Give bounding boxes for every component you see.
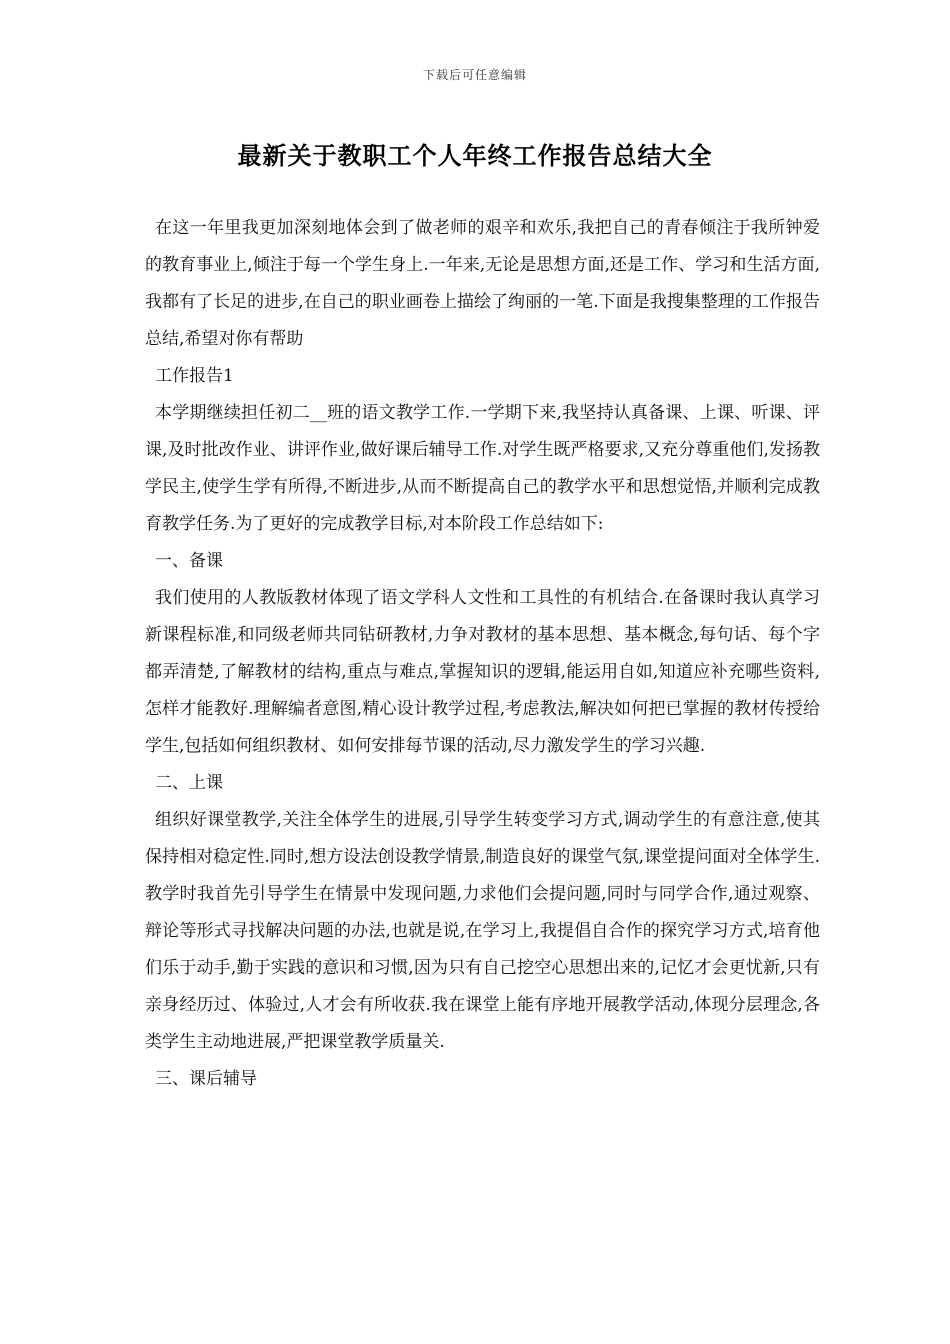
section-heading-class: 二、上课 xyxy=(155,773,223,793)
lesson-prep-paragraph: 我们使用的人教版教材体现了语文学科人文性和工具性的有机结合.在备课时我认真学习新课程标准,和同级老师共同钻研教材,力争对教材的基本思想、基本概念,每句话、每个字都弄清楚,了解教材的结构,重点与难点,掌握知识的逻辑,能运用自如,知道应补充哪些资料,怎样才能教好.理解编者意图,精心设计教学过程,考虑教法,解决如何把已掌握的教材传授给学生,包括如何组织教材、如何安排每节课的活动,尽力激发学生的学习兴趣. xyxy=(145,588,820,756)
section-heading-report-1: 工作报告1 xyxy=(155,366,234,386)
page-header: 下载后可任意编辑 xyxy=(422,68,527,82)
document-title: 最新关于教职工个人年终工作报告总结大全 xyxy=(237,141,713,170)
section-heading-tutoring: 三、课后辅导 xyxy=(155,1069,257,1089)
document-body xyxy=(145,210,820,1098)
report-intro-paragraph: 本学期继续担任初二__班的语文教学工作.一学期下来,我坚持认真备课、上课、听课、评课,及时批改作业、讲评作业,做好课后辅导工作.对学生既严格要求,又充分尊重他们,发扬教学民主,使学生学有所得,不断进步,从而不断提高自己的教学水平和思想觉悟,并顺利完成教育教学任务.为了更好的完成教学目标,对本阶段工作总结如下: xyxy=(145,403,820,534)
class-paragraph: 组织好课堂教学,关注全体学生的进展,引导学生转变学习方式,调动学生的有意注意,使其保持相对稳定性.同时,想方设法创设教学情景,制造良好的课堂气氛,课堂提问面对全体学生.教学时我首先引导学生在情景中发现问题,力求他们会提问题,同时与同学合作,通过观察、辩论等形式寻找解决问题的办法,也就是说,在学习上,我提倡自合作的探究学习方式,培育他们乐于动手,勤于实践的意识和习惯,因为只有自己挖空心思想出来的,记忆才会更忧新,只有亲身经历过、体验过,人才会有所收获.我在课堂上能有序地开展教学活动,体现分层理念,各类学生主动地进展,严把课堂教学质量关. xyxy=(145,810,820,1052)
intro-paragraph: 在这一年里我更加深刻地体会到了做老师的艰辛和欢乐,我把自己的青春倾注于我所钟爱的教育事业上,倾注于每一个学生身上.一年来,无论是思想方面,还是工作、学习和生活方面,我都有了长足的进步,在自己的职业画卷上描绘了绚丽的一笔.下面是我搜集整理的工作报告总结,希望对你有帮助 xyxy=(145,218,820,349)
section-heading-lesson-prep: 一、备课 xyxy=(155,551,223,571)
